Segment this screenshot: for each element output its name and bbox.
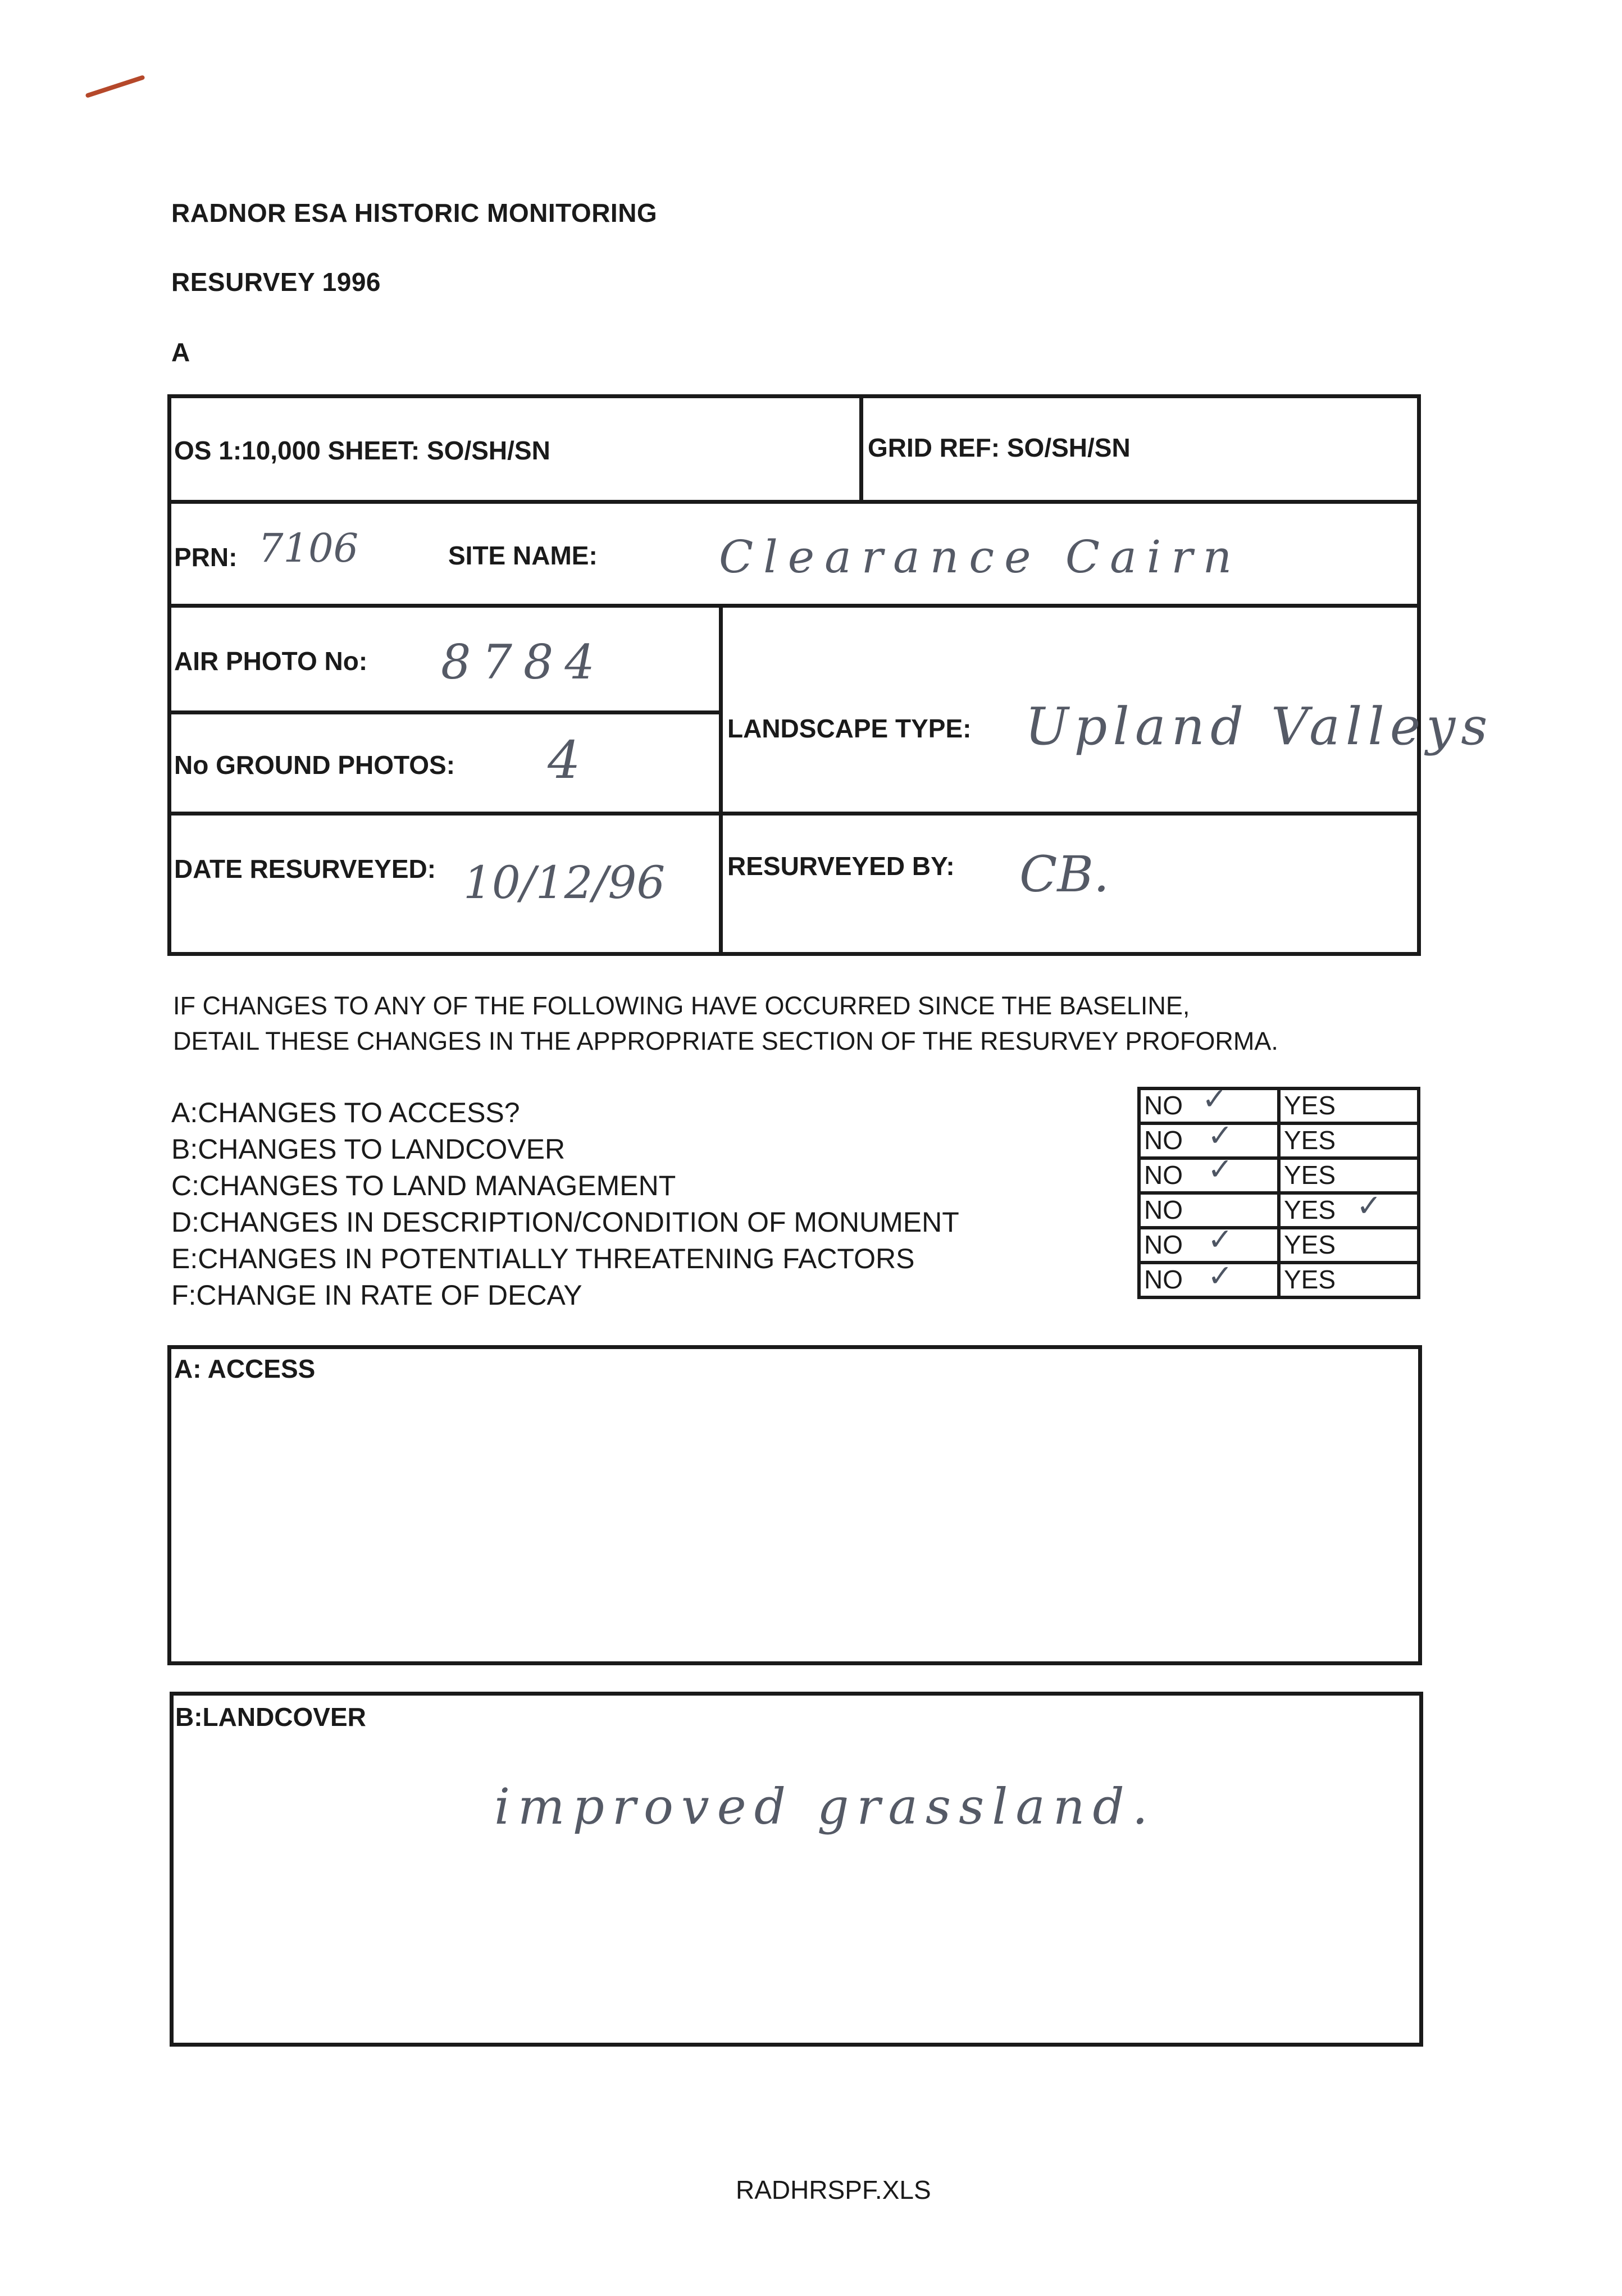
site-name-value: Clearance Cairn bbox=[719, 531, 1242, 583]
document-title: RADNOR ESA HISTORIC MONITORING bbox=[171, 198, 658, 227]
question-f: F:CHANGE IN RATE OF DECAY bbox=[171, 1279, 582, 1311]
question-d: D:CHANGES IN DESCRIPTION/CONDITION OF MONUMENT bbox=[171, 1206, 959, 1238]
landscape-type-label: LANDSCAPE TYPE: bbox=[727, 714, 972, 743]
answer-yes-e[interactable]: YES bbox=[1277, 1226, 1420, 1264]
answer-yes-d[interactable]: YES bbox=[1277, 1191, 1420, 1229]
resurveyed-by-value: CB. bbox=[1019, 845, 1109, 903]
prn-value: 7106 bbox=[258, 525, 359, 571]
answer-no-e[interactable]: NO bbox=[1137, 1226, 1281, 1264]
landscape-type-value: Upland Valleys bbox=[1025, 696, 1493, 757]
answer-yes-a[interactable]: YES bbox=[1277, 1087, 1420, 1125]
check-mark-icon: ✓ bbox=[1208, 1151, 1233, 1187]
check-mark-icon: ✓ bbox=[1202, 1081, 1228, 1117]
access-section[interactable] bbox=[167, 1345, 1422, 1665]
prn-label: PRN: bbox=[174, 543, 238, 572]
grid-ref-label: GRID REF: SO/SH/SN bbox=[868, 433, 1131, 462]
check-mark-icon: ✓ bbox=[1208, 1258, 1233, 1293]
answer-no-c[interactable]: NO bbox=[1137, 1156, 1281, 1195]
os-sheet-label: OS 1:10,000 SHEET: SO/SH/SN bbox=[174, 436, 550, 465]
answer-yes-c[interactable]: YES bbox=[1277, 1156, 1420, 1195]
question-b: B:CHANGES TO LANDCOVER bbox=[171, 1133, 566, 1165]
question-a: A:CHANGES TO ACCESS? bbox=[171, 1097, 520, 1128]
instructions-line-2: DETAIL THESE CHANGES IN THE APPROPRIATE SECTION OF THE RESURVEY PROFORMA. bbox=[173, 1027, 1278, 1055]
footer-filename: RADHRSPF.XLS bbox=[736, 2175, 931, 2204]
answer-yes-f[interactable]: YES bbox=[1277, 1261, 1420, 1299]
check-mark-icon: ✓ bbox=[1208, 1222, 1233, 1257]
ground-photos-label: No GROUND PHOTOS: bbox=[174, 750, 455, 780]
landcover-value: improved grassland. bbox=[494, 1778, 1156, 1835]
resurveyed-by-label: RESURVEYED BY: bbox=[727, 851, 955, 881]
date-resurveyed-label: DATE RESURVEYED: bbox=[174, 854, 436, 883]
answer-no-f[interactable]: NO bbox=[1137, 1261, 1281, 1299]
check-mark-icon: ✓ bbox=[1208, 1118, 1233, 1153]
document-letter: A bbox=[171, 338, 190, 367]
site-name-label: SITE NAME: bbox=[448, 541, 598, 570]
question-c: C:CHANGES TO LAND MANAGEMENT bbox=[171, 1170, 676, 1201]
answer-no-a[interactable]: NO bbox=[1137, 1087, 1281, 1125]
question-e: E:CHANGES IN POTENTIALLY THREATENING FACTORS bbox=[171, 1243, 915, 1274]
air-photo-value: 8784 bbox=[441, 635, 606, 690]
check-mark-icon: ✓ bbox=[1356, 1188, 1382, 1223]
answer-yes-b[interactable]: YES bbox=[1277, 1122, 1420, 1160]
answer-no-b[interactable]: NO bbox=[1137, 1122, 1281, 1160]
ground-photos-value: 4 bbox=[548, 730, 581, 790]
air-photo-label: AIR PHOTO No: bbox=[174, 646, 368, 676]
instructions-line-1: IF CHANGES TO ANY OF THE FOLLOWING HAVE OCCURRED SINCE THE BASELINE, bbox=[173, 991, 1190, 1020]
landcover-section[interactable] bbox=[170, 1692, 1423, 2047]
date-resurveyed-value: 10/12/96 bbox=[463, 857, 666, 909]
landcover-section-label: B:LANDCOVER bbox=[175, 1702, 366, 1732]
access-section-label: A: ACCESS bbox=[174, 1354, 316, 1383]
stray-pen-mark bbox=[85, 75, 145, 98]
answer-no-d[interactable]: NO bbox=[1137, 1191, 1281, 1229]
document-subtitle: RESURVEY 1996 bbox=[171, 267, 381, 297]
